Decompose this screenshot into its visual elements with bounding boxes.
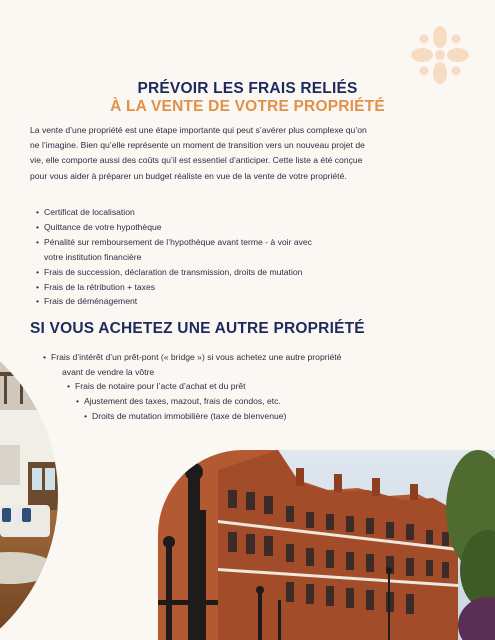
flower-ornament-icon bbox=[407, 22, 473, 88]
list-item: • Certificat de localisation bbox=[36, 205, 456, 220]
list-item-continuation: avant de vendre la vôtre bbox=[62, 366, 155, 377]
list-item: • Ajustement des taxes, mazout, frais de condos, etc. bbox=[84, 394, 495, 409]
intro-paragraph bbox=[30, 123, 470, 184]
list-item-continuation: votre institution financière bbox=[44, 251, 142, 262]
list-item: • Frais de notaire pour l’acte d’achat et du prêt bbox=[75, 379, 495, 394]
intro-line: La vente d’une propriété est une étape importante qui peut s’avérer plus complexe qu’on bbox=[30, 125, 367, 135]
street-photo bbox=[158, 450, 495, 640]
list-item: • Frais de déménagement bbox=[36, 294, 456, 309]
intro-line: vie, elle comporte aussi des coûts qu’il est essentiel d’anticiper. Cette liste a été conçue bbox=[30, 155, 363, 166]
list-item: • Frais de succession, déclaration de transmission, droits de mutation bbox=[36, 265, 456, 280]
page-title: PRÉVOIR LES FRAIS RELIÉS bbox=[137, 80, 358, 97]
list-item: • Quittance de votre hypothèque bbox=[36, 220, 456, 235]
list-item: • Droits de mutation immobilière (taxe de bienvenue) bbox=[92, 409, 495, 424]
sale-costs-list bbox=[36, 205, 456, 309]
intro-line: pour vous aider à préparer un budget réaliste en vue de la vente de votre propriété. bbox=[30, 170, 347, 181]
purchase-costs-list bbox=[0, 350, 495, 424]
intro-line: ne l’imagine. Bien qu’elle représente un moment de transition vers un nouveau projet de bbox=[30, 140, 365, 151]
list-item: • Frais de la rétribution + taxes bbox=[36, 280, 456, 295]
page-subtitle: À LA VENTE DE VOTRE PROPRIÉTÉ bbox=[110, 98, 385, 115]
list-item: • Pénalité sur remboursement de l’hypothèque avant terme - à voir avec bbox=[36, 235, 456, 250]
interior-photo bbox=[0, 350, 58, 640]
list-item: • Frais d’intérêt d’un prêt-pont (« bridge ») si vous achetez une autre propriété bbox=[51, 350, 495, 365]
section-heading: SI VOUS ACHETEZ UNE AUTRE PROPRIÉTÉ bbox=[30, 320, 365, 337]
